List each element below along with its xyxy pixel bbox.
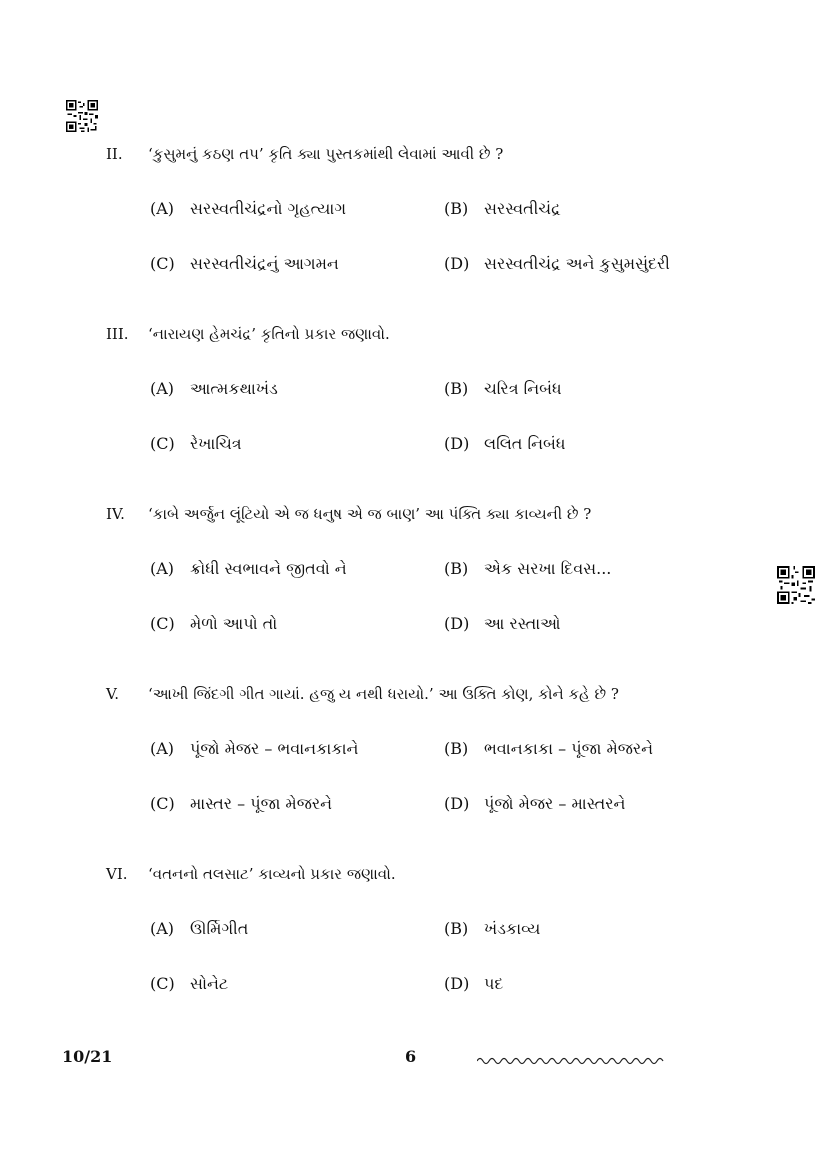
option-c[interactable] (150, 614, 277, 634)
option-letter: (C) (150, 434, 175, 453)
option-letter: (B) (444, 379, 469, 398)
options-row (106, 434, 746, 454)
option-d[interactable] (444, 974, 503, 994)
options-row (106, 739, 746, 759)
options-row (106, 794, 746, 814)
option-c[interactable] (150, 974, 228, 994)
option-d[interactable] (444, 794, 625, 814)
option-a[interactable] (150, 739, 358, 759)
option-letter: (A) (150, 379, 175, 398)
option-c[interactable] (150, 434, 242, 454)
question-text: ‘વતનનો તલસાટ’ કાવ્યનો પ્રકાર જણાવો. (148, 865, 396, 883)
option-a[interactable] (150, 919, 248, 939)
option-letter: (D) (444, 974, 470, 993)
option-text: ઊર્મિગીત (190, 919, 249, 938)
question-number: II. (106, 145, 123, 163)
option-d[interactable] (444, 254, 670, 274)
question-text: ‘આખી જિંદગી ગીત ગાયાં. હજુ ય નથી ધરાયો.’ આ ઉક્તિ કોણ, કોને કહે છે ? (148, 685, 619, 703)
option-letter: (C) (150, 974, 175, 993)
option-letter: (B) (444, 559, 469, 578)
question-2 (106, 144, 746, 274)
option-letter: (D) (444, 794, 470, 813)
wavy-line-decoration (477, 1052, 669, 1071)
option-text: ક્રોધી સ્વભાવને જીતવો ને (190, 559, 347, 578)
option-letter: (C) (150, 794, 175, 813)
option-a[interactable] (150, 379, 278, 399)
option-d[interactable] (444, 434, 566, 454)
options-row (106, 974, 746, 994)
question-number: IV. (106, 505, 125, 523)
question-number: V. (106, 685, 119, 703)
option-b[interactable] (444, 379, 562, 399)
question-text: ‘કાબે અર્જુન લૂંટિયો એ જ ધનુષ એ જ બાણ’ આ પંક્તિ ક્યા કાવ્યની છે ? (148, 505, 592, 523)
option-letter: (A) (150, 199, 175, 218)
option-letter: (A) (150, 919, 175, 938)
option-text: પૂંજો મેજર – માસ્તરને (484, 794, 626, 813)
option-text: પદ (484, 974, 504, 993)
qr-code-icon (777, 566, 815, 604)
option-a[interactable] (150, 199, 346, 219)
option-b[interactable] (444, 919, 540, 939)
question-text: ‘નારાયણ હેમચંદ્ર’ કૃતિનો પ્રકાર જણાવો. (148, 325, 390, 343)
question-3 (106, 324, 746, 454)
option-text: ભવાનકાકા – પૂંજા મેજરને (484, 739, 654, 758)
option-text: સોનેટ (190, 974, 229, 993)
option-c[interactable] (150, 794, 332, 814)
option-text: માસ્તર – પૂંજા મેજરને (190, 794, 333, 813)
option-c[interactable] (150, 254, 339, 274)
option-text: સરસ્વતીચંદ્રનું આગમન (190, 254, 339, 273)
option-letter: (D) (444, 434, 470, 453)
option-text: મેળો આપો તો (190, 614, 278, 633)
option-text: સરસ્વતીચંદ્ર (484, 199, 561, 218)
page-number: 6 (405, 1047, 417, 1066)
option-letter: (A) (150, 559, 175, 578)
option-letter: (B) (444, 919, 469, 938)
option-d[interactable] (444, 614, 561, 634)
option-text: ચરિત્ર નિબંધ (484, 379, 562, 398)
option-text: આ રસ્તાઓ (484, 614, 561, 633)
option-text: પૂંજો મેજર – ભવાનકાકાને (190, 739, 359, 758)
paper-code: 10/21 (62, 1047, 113, 1066)
options-row (106, 614, 746, 634)
option-text: આત્મકથાખંડ (190, 379, 278, 398)
qr-code-icon (66, 100, 98, 132)
option-text: સરસ્વતીચંદ્રનો ગૃહત્યાગ (190, 199, 347, 218)
options-row (106, 559, 746, 579)
question-number: III. (106, 325, 129, 343)
option-letter: (B) (444, 199, 469, 218)
option-b[interactable] (444, 559, 611, 579)
option-text: સરસ્વતીચંદ્ર અને કુસુમસુંદરી (484, 254, 670, 273)
option-text: એક સરખા દિવસ... (484, 559, 612, 578)
question-text: ‘કુસુમનું કઠણ તપ’ કૃતિ ક્યા પુસ્તકમાંથી લેવામાં આવી છે ? (148, 145, 504, 163)
option-letter: (A) (150, 739, 175, 758)
options-row (106, 379, 746, 399)
option-letter: (D) (444, 254, 470, 273)
option-letter: (C) (150, 254, 175, 273)
option-b[interactable] (444, 199, 561, 219)
options-row (106, 919, 746, 939)
option-text: રેખાચિત્ર (190, 434, 242, 453)
option-letter: (D) (444, 614, 470, 633)
option-text: ખંડકાવ્ય (484, 919, 541, 938)
options-row (106, 254, 746, 274)
question-number: VI. (106, 865, 128, 883)
option-b[interactable] (444, 739, 653, 759)
question-5 (106, 684, 746, 814)
option-letter: (C) (150, 614, 175, 633)
option-text: લલિત નિબંધ (484, 434, 566, 453)
option-a[interactable] (150, 559, 347, 579)
options-row (106, 199, 746, 219)
option-letter: (B) (444, 739, 469, 758)
question-6 (106, 864, 746, 994)
question-4 (106, 504, 746, 634)
